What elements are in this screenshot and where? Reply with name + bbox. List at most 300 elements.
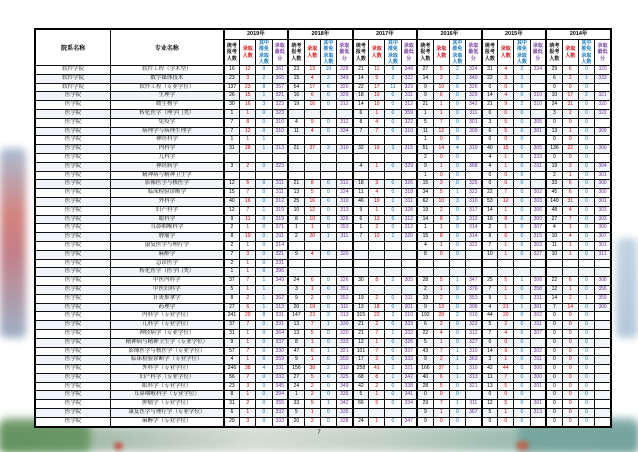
department-cell: 医学院: [35, 391, 111, 400]
data-cell: 311: [401, 294, 417, 303]
data-cell: [401, 241, 417, 250]
department-cell: 医学院: [35, 241, 111, 250]
data-cell: 0: [449, 224, 465, 233]
data-cell: 356: [595, 285, 612, 294]
data-cell: 15: [224, 189, 240, 198]
background-photo-orange-detail: [516, 441, 529, 450]
data-cell: 364: [272, 329, 288, 338]
major-cell: 中医内科学: [111, 277, 224, 286]
data-cell: 0: [449, 92, 465, 101]
table-row: [35, 153, 611, 162]
data-cell: 37: [304, 145, 320, 154]
data-cell: 320: [595, 66, 612, 75]
data-cell: 5: [498, 382, 514, 391]
major-cell: 麻醉学: [111, 250, 224, 259]
data-cell: 322: [595, 109, 612, 118]
data-cell: 10: [482, 250, 498, 259]
data-cell: 4: [304, 74, 320, 83]
major-cell: 临床检验诊断学: [111, 189, 224, 198]
data-cell: 1: [498, 294, 514, 303]
data-cell: 342: [337, 400, 353, 409]
data-cell: 1: [498, 206, 514, 215]
data-cell: 19: [240, 233, 256, 242]
data-cell: [337, 241, 353, 250]
data-cell: 335: [337, 391, 353, 400]
data-cell: 12: [433, 127, 449, 136]
data-cell: 0: [514, 153, 530, 162]
department-cell: 医学院: [35, 294, 111, 303]
department-cell: 医学院: [35, 303, 111, 312]
data-cell: 11: [385, 83, 401, 92]
data-cell: 0: [514, 409, 530, 418]
data-cell: 246: [224, 365, 240, 374]
year-header-2015: 2015年: [482, 29, 547, 40]
subcolumn-header: 其中推免录取人数: [449, 40, 465, 66]
data-cell: 313: [272, 145, 288, 154]
table-row: [35, 356, 611, 365]
data-cell: 331: [272, 365, 288, 374]
data-cell: [385, 250, 401, 259]
data-cell: 2: [224, 259, 240, 268]
data-cell: 0: [482, 391, 498, 400]
data-cell: 5: [498, 127, 514, 136]
data-cell: 54: [288, 83, 304, 92]
data-cell: 156: [288, 365, 304, 374]
data-cell: 7: [304, 321, 320, 330]
data-cell: 0: [449, 321, 465, 330]
data-cell: 311: [530, 356, 546, 365]
data-cell: 4: [562, 233, 578, 242]
data-cell: 16: [304, 197, 320, 206]
data-cell: [369, 171, 385, 180]
data-cell: 307: [595, 233, 612, 242]
data-cell: 326: [337, 215, 353, 224]
data-cell: 301: [595, 171, 612, 180]
data-cell: 305: [530, 145, 546, 154]
data-cell: 101: [353, 347, 369, 356]
data-cell: 22: [562, 145, 578, 154]
data-cell: 12: [353, 338, 369, 347]
data-cell: 311: [337, 303, 353, 312]
data-cell: 5: [482, 409, 498, 418]
data-cell: 4: [256, 365, 272, 374]
data-cell: 0: [514, 373, 530, 382]
data-cell: [385, 153, 401, 162]
data-cell: 9: [417, 162, 433, 171]
data-cell: 16: [288, 92, 304, 101]
data-cell: 22: [369, 312, 385, 321]
data-cell: 6: [320, 83, 336, 92]
data-cell: 9: [288, 356, 304, 365]
data-cell: 0: [514, 321, 530, 330]
data-cell: 20: [304, 233, 320, 242]
data-cell: 323: [466, 321, 482, 330]
data-cell: 0: [578, 101, 594, 110]
data-cell: 312: [337, 180, 353, 189]
data-cell: [466, 250, 482, 259]
data-cell: 6: [353, 109, 369, 118]
data-cell: [401, 136, 417, 145]
table-row: [35, 189, 611, 198]
data-cell: 21: [482, 101, 498, 110]
data-cell: 1: [433, 285, 449, 294]
data-cell: 0: [578, 162, 594, 171]
data-cell: 5: [433, 189, 449, 198]
major-cell: 神经科学: [111, 136, 224, 145]
data-cell: 0: [546, 365, 562, 374]
data-cell: 0: [514, 145, 530, 154]
data-cell: 12: [224, 206, 240, 215]
data-cell: 0: [256, 250, 272, 259]
data-cell: 2: [449, 74, 465, 83]
data-cell: 0: [514, 329, 530, 338]
data-cell: 1: [240, 109, 256, 118]
major-cell: 耳鼻咽喉科学（专业学位）: [111, 391, 224, 400]
department-cell: 医学院: [35, 101, 111, 110]
data-cell: 0: [256, 400, 272, 409]
data-cell: 300: [530, 215, 546, 224]
data-cell: [304, 109, 320, 118]
data-cell: 0: [449, 338, 465, 347]
data-cell: 0: [514, 241, 530, 250]
data-cell: 305: [530, 118, 546, 127]
data-cell: 315: [401, 145, 417, 154]
department-cell: 医学院: [35, 206, 111, 215]
data-cell: 28: [417, 277, 433, 286]
department-cell: 医学院: [35, 197, 111, 206]
data-cell: 1: [320, 400, 336, 409]
data-cell: 0: [320, 329, 336, 338]
data-cell: 300: [530, 365, 546, 374]
data-cell: 0: [482, 338, 498, 347]
data-cell: 310: [401, 312, 417, 321]
data-cell: [530, 268, 546, 277]
data-cell: 0: [562, 136, 578, 145]
data-cell: 325: [466, 180, 482, 189]
data-cell: 1: [304, 224, 320, 233]
data-cell: 7: [482, 241, 498, 250]
data-cell: 2: [304, 294, 320, 303]
data-cell: 0: [320, 127, 336, 136]
data-cell: 3: [562, 162, 578, 171]
data-cell: [272, 171, 288, 180]
data-cell: 0: [578, 365, 594, 374]
data-cell: 0: [256, 329, 272, 338]
data-cell: 3: [385, 145, 401, 154]
major-cell: 微生物学: [111, 101, 224, 110]
data-cell: 323: [272, 109, 288, 118]
data-cell: 315: [353, 312, 369, 321]
data-cell: [304, 153, 320, 162]
data-cell: 327: [530, 250, 546, 259]
table-row: [35, 109, 611, 118]
data-cell: 22: [353, 83, 369, 92]
subcolumn-header: 其中推免录取人数: [578, 40, 594, 66]
data-cell: [482, 268, 498, 277]
data-cell: 4: [498, 92, 514, 101]
data-cell: 10: [288, 206, 304, 215]
table-row: [35, 83, 611, 92]
data-cell: 0: [546, 329, 562, 338]
data-cell: 4: [498, 329, 514, 338]
data-cell: 301: [401, 303, 417, 312]
data-cell: [530, 171, 546, 180]
data-cell: 0: [498, 171, 514, 180]
data-cell: 1: [320, 321, 336, 330]
data-cell: 0: [385, 382, 401, 391]
data-cell: 3: [320, 145, 336, 154]
data-cell: 6: [546, 74, 562, 83]
major-cell: 耳鼻咽喉科学: [111, 224, 224, 233]
data-cell: 0: [256, 356, 272, 365]
data-cell: 0: [578, 66, 594, 75]
data-cell: [224, 153, 240, 162]
data-cell: 394: [272, 391, 288, 400]
data-cell: 21: [353, 66, 369, 75]
department-cell: 医学院: [35, 109, 111, 118]
data-cell: [385, 241, 401, 250]
data-cell: 0: [256, 373, 272, 382]
data-cell: 317: [466, 206, 482, 215]
data-cell: 1: [562, 171, 578, 180]
data-cell: 0: [514, 109, 530, 118]
data-cell: [578, 259, 594, 268]
data-cell: [337, 153, 353, 162]
data-cell: 6: [224, 409, 240, 418]
background-photo-right-edge: [616, 238, 638, 338]
data-cell: 2: [304, 417, 320, 426]
data-cell: 4: [498, 66, 514, 75]
data-cell: 12: [482, 400, 498, 409]
data-cell: 321: [272, 250, 288, 259]
data-cell: 311: [466, 400, 482, 409]
data-cell: 363: [466, 356, 482, 365]
data-cell: 0: [578, 277, 594, 286]
data-cell: 0: [562, 391, 578, 400]
data-cell: 3: [482, 118, 498, 127]
data-cell: 23: [288, 66, 304, 75]
major-cell: 影像医学与核医学: [111, 180, 224, 189]
data-cell: 44: [482, 312, 498, 321]
data-cell: 15: [417, 180, 433, 189]
data-cell: 1: [369, 109, 385, 118]
data-cell: 0: [449, 101, 465, 110]
data-cell: 1: [240, 136, 256, 145]
data-cell: 332: [272, 373, 288, 382]
table-row: [35, 145, 611, 154]
data-cell: 0: [514, 136, 530, 145]
data-cell: 2: [514, 101, 530, 110]
data-cell: [466, 391, 482, 400]
major-cell: 精神病与精神卫生学（专业学位）: [111, 338, 224, 347]
data-cell: 5: [498, 400, 514, 409]
data-cell: 0: [385, 356, 401, 365]
data-cell: 1: [240, 241, 256, 250]
data-cell: 11: [482, 373, 498, 382]
data-cell: 0: [562, 373, 578, 382]
data-cell: 10: [304, 215, 320, 224]
data-cell: [466, 417, 482, 426]
department-cell: 医学院: [35, 338, 111, 347]
data-cell: 366: [272, 74, 288, 83]
data-cell: 6: [304, 92, 320, 101]
data-cell: 17: [369, 83, 385, 92]
data-cell: 301: [530, 382, 546, 391]
data-cell: 7: [224, 250, 240, 259]
data-cell: 0: [578, 180, 594, 189]
data-cell: [530, 417, 546, 426]
data-cell: 1: [224, 109, 240, 118]
data-cell: 0: [578, 224, 594, 233]
data-cell: 9: [417, 409, 433, 418]
data-cell: 355: [272, 400, 288, 409]
subcolumn-header: 统考报考人数: [224, 40, 240, 66]
year-header-2014: 2014年: [546, 29, 611, 40]
year-header-2016: 2016年: [417, 29, 482, 40]
major-cell: 肿瘤学（专业学位）: [111, 400, 224, 409]
data-cell: 312: [466, 215, 482, 224]
data-cell: 2: [320, 74, 336, 83]
data-cell: 29: [546, 66, 562, 75]
data-cell: 1: [320, 347, 336, 356]
data-cell: 1: [240, 409, 256, 418]
data-cell: 0: [578, 329, 594, 338]
data-cell: 0: [562, 400, 578, 409]
table-row: [35, 171, 611, 180]
data-cell: 0: [578, 347, 594, 356]
data-cell: [320, 136, 336, 145]
data-cell: [320, 171, 336, 180]
table-row: [35, 277, 611, 286]
data-cell: 21: [288, 180, 304, 189]
data-cell: 8: [369, 277, 385, 286]
data-cell: 1: [433, 101, 449, 110]
data-cell: 0: [449, 127, 465, 136]
data-cell: 303: [595, 206, 612, 215]
data-cell: [401, 259, 417, 268]
data-cell: 311: [401, 197, 417, 206]
data-cell: 322: [466, 241, 482, 250]
data-cell: 2: [514, 66, 530, 75]
table-row: [35, 259, 611, 268]
data-cell: 1: [449, 365, 465, 374]
data-cell: 23: [240, 83, 256, 92]
data-cell: 12: [240, 66, 256, 75]
data-cell: 0: [578, 373, 594, 382]
data-cell: 8: [417, 250, 433, 259]
data-cell: 13: [369, 215, 385, 224]
data-cell: 7: [433, 400, 449, 409]
data-cell: 2: [288, 233, 304, 242]
data-cell: 0: [385, 101, 401, 110]
data-cell: 6: [433, 373, 449, 382]
data-cell: 32: [353, 145, 369, 154]
data-cell: 0: [482, 83, 498, 92]
data-cell: 342: [401, 373, 417, 382]
data-cell: 0: [320, 409, 336, 418]
department-cell: 医学院: [35, 127, 111, 136]
data-cell: 136: [546, 145, 562, 154]
data-cell: 33: [546, 180, 562, 189]
data-cell: 7: [224, 118, 240, 127]
data-cell: [401, 409, 417, 418]
data-cell: 4: [304, 250, 320, 259]
data-cell: 320: [337, 329, 353, 338]
subcolumn-header: 录取人数: [562, 40, 578, 66]
data-cell: 310: [466, 312, 482, 321]
data-cell: 2: [498, 321, 514, 330]
major-cell: 急诊医学: [111, 259, 224, 268]
data-cell: 1: [369, 162, 385, 171]
data-cell: 310: [466, 197, 482, 206]
subcolumn-header: 录取人数: [433, 40, 449, 66]
data-cell: 42: [353, 382, 369, 391]
data-cell: 53: [482, 197, 498, 206]
data-cell: [530, 74, 546, 83]
table-row: [35, 233, 611, 242]
data-cell: 0: [449, 136, 465, 145]
data-cell: 2: [546, 171, 562, 180]
data-cell: 7: [353, 233, 369, 242]
data-cell: 3: [433, 74, 449, 83]
data-cell: 2: [240, 294, 256, 303]
data-cell: [224, 171, 240, 180]
data-cell: [320, 162, 336, 171]
data-cell: [530, 109, 546, 118]
data-cell: 319: [272, 215, 288, 224]
data-cell: 3: [449, 215, 465, 224]
table-row: [35, 312, 611, 321]
data-cell: 0: [514, 118, 530, 127]
department-cell: 医学院: [35, 162, 111, 171]
data-cell: 4: [369, 118, 385, 127]
data-cell: 0: [320, 285, 336, 294]
data-cell: [595, 347, 612, 356]
data-cell: 0: [514, 197, 530, 206]
data-cell: 331: [272, 321, 288, 330]
data-cell: 1: [433, 162, 449, 171]
data-cell: 38: [240, 365, 256, 374]
data-cell: 1: [514, 277, 530, 286]
data-cell: 0: [514, 391, 530, 400]
data-cell: 328: [337, 417, 353, 426]
data-cell: 0: [482, 136, 498, 145]
data-cell: 14: [482, 92, 498, 101]
data-cell: 19: [288, 101, 304, 110]
data-cell: 326: [401, 338, 417, 347]
data-cell: 0: [578, 127, 594, 136]
subcolumn-header: 录取最低分: [337, 40, 353, 66]
data-cell: [337, 259, 353, 268]
data-cell: 1: [240, 285, 256, 294]
data-cell: 311: [530, 321, 546, 330]
department-cell: 医学院: [35, 180, 111, 189]
data-cell: 0: [578, 382, 594, 391]
data-cell: 0: [578, 312, 594, 321]
data-cell: 0: [546, 400, 562, 409]
data-cell: [353, 409, 369, 418]
data-cell: [337, 109, 353, 118]
data-cell: 31: [224, 145, 240, 154]
data-cell: 9: [288, 294, 304, 303]
data-cell: 0: [320, 303, 336, 312]
data-cell: 357: [272, 83, 288, 92]
data-cell: 9: [224, 338, 240, 347]
department-cell: 医学院: [35, 215, 111, 224]
data-cell: 1: [433, 224, 449, 233]
data-cell: 5: [304, 189, 320, 198]
data-cell: 0: [385, 109, 401, 118]
